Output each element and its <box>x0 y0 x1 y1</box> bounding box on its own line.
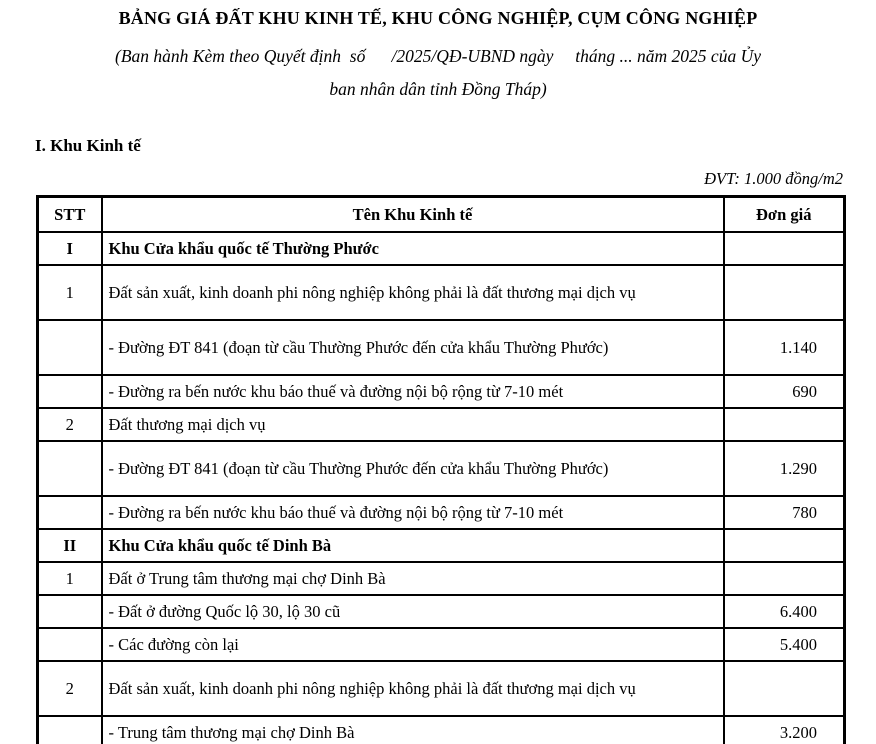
name-cell: - Đường ra bến nước khu báo thuế và đường nội bộ rộng từ 7-10 mét <box>102 496 724 529</box>
table-row <box>38 496 845 529</box>
stt-cell: 2 <box>38 661 102 716</box>
table-row <box>38 320 845 375</box>
table-row <box>38 716 845 744</box>
price-cell <box>724 661 845 716</box>
table-header-row <box>38 197 845 233</box>
table-row <box>38 408 845 441</box>
price-cell: 5.400 <box>724 628 845 661</box>
table-row <box>38 661 845 716</box>
name-cell: - Đường ra bến nước khu báo thuế và đường nội bộ rộng từ 7-10 mét <box>102 375 724 408</box>
name-cell: Đất sản xuất, kinh doanh phi nông nghiệp không phải là đất thương mại dịch vụ <box>102 265 724 320</box>
price-cell: 690 <box>724 375 845 408</box>
price-cell: 780 <box>724 496 845 529</box>
table-row <box>38 265 845 320</box>
name-cell: Khu Cửa khẩu quốc tế Thường Phước <box>102 232 724 265</box>
stt-cell: 1 <box>38 265 102 320</box>
stt-cell <box>38 320 102 375</box>
header-name: Tên Khu Kinh tế <box>102 197 724 233</box>
land-price-table <box>36 195 846 744</box>
name-cell: Đất ở Trung tâm thương mại chợ Dinh Bà <box>102 562 724 595</box>
table-row <box>38 595 845 628</box>
name-cell: Khu Cửa khẩu quốc tế Dinh Bà <box>102 529 724 562</box>
price-cell: 6.400 <box>724 595 845 628</box>
name-cell: - Trung tâm thương mại chợ Dinh Bà <box>102 716 724 744</box>
name-cell: - Các đường còn lại <box>102 628 724 661</box>
stt-cell <box>38 441 102 496</box>
price-cell <box>724 529 845 562</box>
document-subtitle <box>43 40 833 106</box>
subtitle-line-2: ban nhân dân tỉnh Đồng Tháp) <box>329 79 547 99</box>
stt-cell: II <box>38 529 102 562</box>
name-cell: Đất thương mại dịch vụ <box>102 408 724 441</box>
price-cell <box>724 232 845 265</box>
stt-cell <box>38 716 102 744</box>
subtitle-line-1: (Ban hành Kèm theo Quyết định số /2025/QĐ-UBND ngày tháng ... năm 2025 của Ủy <box>115 46 761 66</box>
price-cell: 1.140 <box>724 320 845 375</box>
price-cell <box>724 562 845 595</box>
stt-cell <box>38 496 102 529</box>
price-cell: 1.290 <box>724 441 845 496</box>
table-row <box>38 232 845 265</box>
document-page <box>0 8 876 744</box>
stt-cell <box>38 628 102 661</box>
name-cell: - Đất ở đường Quốc lộ 30, lộ 30 cũ <box>102 595 724 628</box>
stt-cell <box>38 375 102 408</box>
table-row <box>38 562 845 595</box>
header-price: Đơn giá <box>724 197 845 233</box>
table-row <box>38 628 845 661</box>
table-row <box>38 441 845 496</box>
name-cell: Đất sản xuất, kinh doanh phi nông nghiệp không phải là đất thương mại dịch vụ <box>102 661 724 716</box>
table-row <box>38 529 845 562</box>
name-cell: - Đường ĐT 841 (đoạn từ cầu Thường Phước đến cửa khẩu Thường Phước) <box>102 441 724 496</box>
header-stt: STT <box>38 197 102 233</box>
price-cell <box>724 265 845 320</box>
price-cell <box>724 408 845 441</box>
name-cell: - Đường ĐT 841 (đoạn từ cầu Thường Phước đến cửa khẩu Thường Phước) <box>102 320 724 375</box>
stt-cell <box>38 595 102 628</box>
unit-note: ĐVT: 1.000 đồng/m2 <box>704 169 843 188</box>
section-heading: I. Khu Kinh tế <box>35 136 141 155</box>
price-cell: 3.200 <box>724 716 845 744</box>
stt-cell: 1 <box>38 562 102 595</box>
stt-cell: 2 <box>38 408 102 441</box>
stt-cell: I <box>38 232 102 265</box>
document-title: BẢNG GIÁ ĐẤT KHU KINH TẾ, KHU CÔNG NGHIỆP, CỤM CÔNG NGHIỆP <box>118 8 758 28</box>
table-row <box>38 375 845 408</box>
